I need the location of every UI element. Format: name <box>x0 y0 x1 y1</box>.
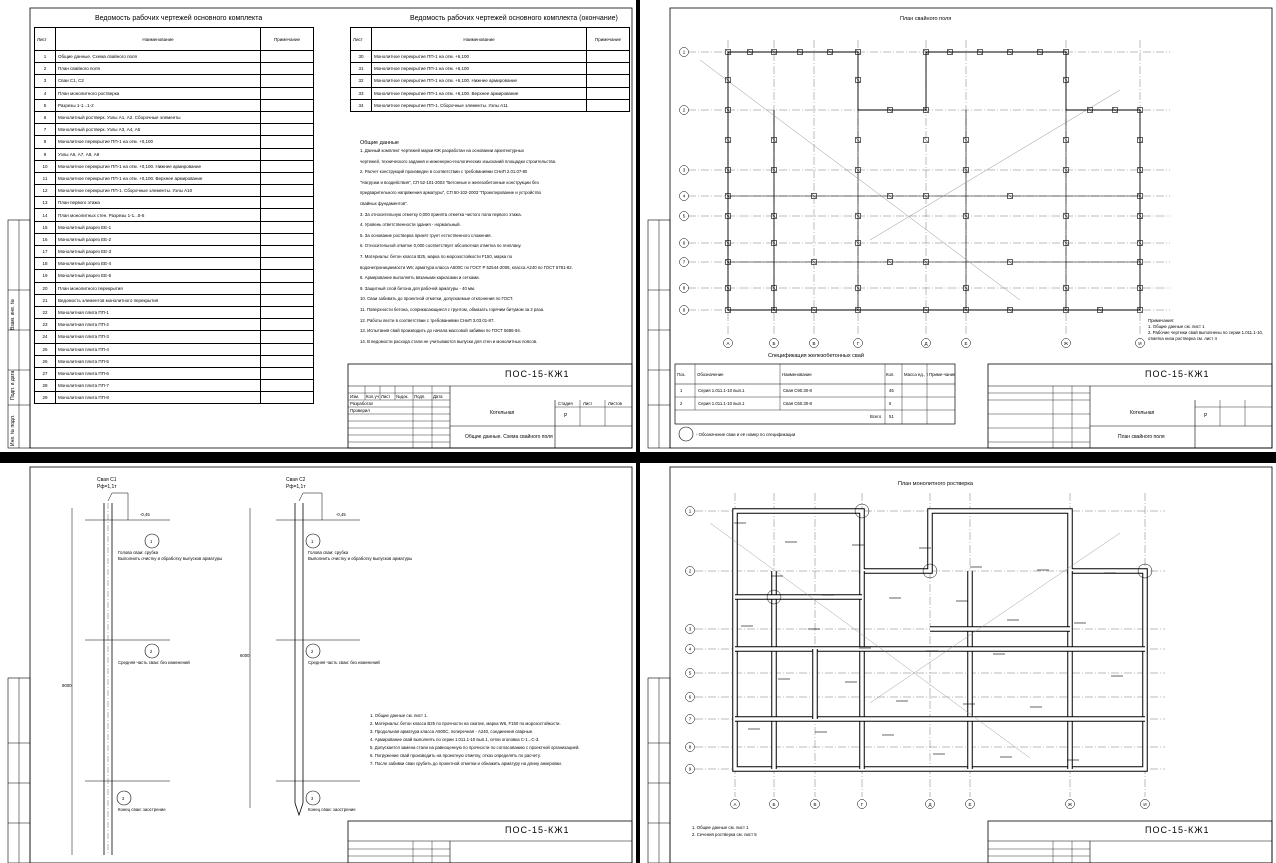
pile2-length-dim: 6000 <box>240 653 250 658</box>
row-note <box>261 136 314 148</box>
row-sheet-number: 13 <box>35 197 56 209</box>
table-row <box>35 136 314 148</box>
stamp-role: Проверил <box>350 408 370 413</box>
axis-label: 9 <box>688 766 692 772</box>
sheet-grillage-plan <box>640 463 1276 863</box>
axis-label: 5 <box>682 213 686 219</box>
stamp-cell: Изм. <box>350 394 360 399</box>
table-row <box>35 319 314 331</box>
axis-label: В <box>812 341 816 346</box>
stamp-cell: Кол.уч <box>366 394 379 399</box>
row-note <box>261 392 314 404</box>
row-note <box>261 124 314 136</box>
note-line: 3. Продольная арматура класса А500С, поперечная - А240, соединения сварные. <box>370 729 534 734</box>
note-line: 9. Защитный слой бетона для рабочей арматуры - 40 мм. <box>360 285 476 291</box>
stamp-cell: Дата <box>433 394 443 399</box>
row-sheet-name: Монолитная плита ПП-1 <box>56 306 261 318</box>
row-note <box>261 172 314 184</box>
row-sheet-name: Сваи С1, С2 <box>56 75 261 87</box>
spec-col-header: Наименование <box>782 372 812 377</box>
row-sheet-number: 26 <box>35 355 56 367</box>
row-note <box>261 306 314 318</box>
row-sheet-name: Монолитное перекрытие ПП-1 на отм. +6,100 <box>372 51 587 63</box>
table-row <box>35 392 314 404</box>
row-sheet-name: План монолитных стен. Разрезы 1-1...5-5 <box>56 209 261 221</box>
row-sheet-name: План монолитного ростверка <box>56 87 261 99</box>
title-block-code: ПОС-15-КЖ1 <box>1145 825 1210 835</box>
row-sheet-number: 31 <box>351 63 372 75</box>
row-note <box>261 63 314 75</box>
row-note <box>261 99 314 111</box>
table-row <box>35 246 314 258</box>
note-line: 4. Армирование свай выполнять по серии 1.011.1-10 вып.1, сетки оголовка С-1...С-3. <box>370 737 540 742</box>
sheet-piles <box>0 463 636 863</box>
note-line: отметка низа ростверка см. лист 4 <box>1148 336 1217 341</box>
note-line: 13. Испытания свай производить до начала массовой забивки по ГОСТ 5686-94. <box>360 328 521 334</box>
axis-label: Г <box>860 802 864 807</box>
col-name-header: Наименование <box>372 28 587 51</box>
axis-label: Е <box>964 341 968 346</box>
row-sheet-number: 18 <box>35 258 56 270</box>
grillage-title: План монолитного ростверка <box>898 481 973 487</box>
row-sheet-number: 12 <box>35 185 56 197</box>
axis-label: Г <box>856 341 860 346</box>
table-row <box>35 343 314 355</box>
note-line: 1. Данный комплект чертежей марки КЖ разработан на основании архитектурных <box>360 148 525 153</box>
row-note <box>261 282 314 294</box>
stage-value: Р <box>564 413 568 419</box>
row-sheet-number: 32 <box>351 75 372 87</box>
row-sheet-number: 14 <box>35 209 56 221</box>
table-row <box>35 160 314 172</box>
row-sheet-name: Монолитная плита ПП-4 <box>56 343 261 355</box>
stamp-cell: Лист <box>381 394 391 399</box>
stamp-role: Разработал <box>350 401 374 406</box>
note-line: предварительного напряжения арматуры", СП 50-102-2003 "Проектирование и устройство <box>360 190 542 196</box>
callout-text: Голова сваи: срубка <box>118 550 159 555</box>
row-note <box>261 160 314 172</box>
title-block-sheet-title: План свайного поля <box>1118 434 1165 440</box>
row-note <box>261 343 314 355</box>
note-line: 5. Допускается замена стали на равноценную по прочности по согласованию с проектной организацией. <box>370 745 580 750</box>
pile-plan-title: План свайного поля <box>900 16 952 22</box>
table-row <box>351 87 630 99</box>
row-sheet-name: Монолитное перекрытие ПП-1 на отм. +0,100. Верхнее армирование <box>56 172 261 184</box>
callout-num: 1 <box>311 539 314 544</box>
row-sheet-number: 30 <box>351 51 372 63</box>
axis-label: 8 <box>682 285 686 291</box>
diagonal-dimension <box>870 533 1120 703</box>
stamp-cell: Подп. <box>414 394 426 399</box>
row-note <box>261 233 314 245</box>
callout-num: 3 <box>311 796 314 801</box>
table-row <box>35 99 314 111</box>
drawing-register-table <box>34 27 314 404</box>
pile1-mark: Рф=1,1т <box>97 484 117 490</box>
table-row <box>35 75 314 87</box>
row-sheet-name: Монолитный разрез ЕЕ-3 <box>56 246 261 258</box>
spec-total: 51 <box>889 414 894 419</box>
note-line: 4. Уровень ответственности здания - нормальный. <box>360 222 461 228</box>
row-sheet-name: Разрезы 1-1...1-2 <box>56 99 261 111</box>
row-note <box>261 331 314 343</box>
row-sheet-name: Монолитная плита ПП-6 <box>56 367 261 379</box>
row-sheet-name: Монолитное перекрытие ПП-1 на отм. +6,100 <box>372 63 587 75</box>
title-block-code: ПОС-15-КЖ1 <box>1145 369 1210 379</box>
axis-label: 6 <box>688 694 692 700</box>
axis-label: Д <box>924 341 928 346</box>
row-note <box>261 380 314 392</box>
row-sheet-number: 11 <box>35 172 56 184</box>
axis-label: 4 <box>688 646 692 652</box>
axis-label: Б <box>772 802 776 807</box>
table-row <box>35 331 314 343</box>
row-sheet-name: Монолитная плита ПП-3 <box>56 331 261 343</box>
table-row <box>35 221 314 233</box>
axis-label: 8 <box>688 744 692 750</box>
table-row <box>35 197 314 209</box>
diagonal-dimension <box>710 523 1030 758</box>
table-row <box>351 63 630 75</box>
row-note <box>587 51 630 63</box>
note-line: 1. Общие данные см. лист 1 <box>1148 324 1205 329</box>
row-sheet-number: 9 <box>35 148 56 160</box>
spec-name: Свая С60.30-8 <box>783 401 812 406</box>
axis-label: Ж <box>1067 802 1073 807</box>
row-sheet-name: Монолитная плита ПП-7 <box>56 380 261 392</box>
diagonal-dimension <box>870 90 1120 240</box>
note-line: 2. Рабочие чертежи свай выполнены по серии 1.011.1-10, <box>1148 330 1264 335</box>
row-sheet-name: Монолитный ростверк. Узлы А3, А4, А5 <box>56 124 261 136</box>
callout-sub: Выполнить очистку и обработку выпусков арматуры <box>118 556 223 561</box>
row-sheet-number: 20 <box>35 282 56 294</box>
axis-label: 7 <box>688 716 692 722</box>
row-sheet-number: 4 <box>35 87 56 99</box>
row-note <box>261 294 314 306</box>
table-row <box>351 51 630 63</box>
col-sheet-header: Лист <box>35 28 56 51</box>
spec-col-header: Кол. <box>886 372 895 377</box>
note-line: 6. Погружение свай производить на проектную отметку, отказ определять по расчету. <box>370 753 541 758</box>
row-sheet-name: План первого этажа <box>56 197 261 209</box>
axis-label: И <box>1138 341 1142 346</box>
row-sheet-name: Монолитный разрез ЕЕ-4 <box>56 258 261 270</box>
spec-col-header: Приме-чание <box>929 372 956 377</box>
callout-num: 1 <box>150 539 153 544</box>
row-sheet-number: 23 <box>35 319 56 331</box>
axis-label: Д <box>928 802 932 807</box>
table-row <box>35 172 314 184</box>
note-line: "Нагрузки и воздействия", СП 52-101-2003 "Бетонные и железобетонные конструкции без <box>360 179 539 185</box>
axis-label: А <box>726 341 730 346</box>
row-sheet-number: 24 <box>35 331 56 343</box>
table-row <box>35 355 314 367</box>
row-sheet-number: 22 <box>35 306 56 318</box>
row-sheet-number: 34 <box>351 99 372 111</box>
note-line: 5. За основание ростверка принят грунт естественного сложения. <box>360 232 492 238</box>
row-sheet-number: 10 <box>35 160 56 172</box>
table-row <box>35 258 314 270</box>
row-sheet-name: Монолитная плита ПП-2 <box>56 319 261 331</box>
sheet-pile-plan <box>640 0 1276 452</box>
callout-num: 3 <box>122 796 125 801</box>
spec-name: Свая С90.30-8 <box>783 388 812 393</box>
note-line: Примечания: <box>1148 318 1175 323</box>
row-sheet-name: План свайного поля <box>56 63 261 75</box>
row-sheet-name: Монолитный разрез ЕЕ-1 <box>56 221 261 233</box>
note-line: 3. За относительную отметку 0,000 принята отметка чистого пола первого этажа. <box>360 211 522 217</box>
title-block-sheet-title: Общие данные. Схема свайного поля <box>465 434 553 440</box>
note-line: 7. После забивки сваи срубить до проектной отметки и обнажить арматуру на длину анкеровки. <box>370 761 562 766</box>
row-sheet-name: Монолитное перекрытие ПП-1. Сборочные элементы. Узлы А10 <box>56 185 261 197</box>
row-note <box>261 197 314 209</box>
callout-num: 2 <box>311 649 314 654</box>
pile-spec-title: Спецификация железобетонных свай <box>768 353 864 359</box>
col-note-header: Примечание <box>587 28 630 51</box>
table-row <box>35 87 314 99</box>
note-line: 2. Расчет конструкций произведен в соответствии с требованиями СНиП 2.01.07-85 <box>360 169 528 175</box>
axis-label: Б <box>772 341 776 346</box>
note-line: 6. Относительной отметке 0,000 соответствует абсолютная отметка по генплану. <box>360 243 522 249</box>
title-block-object: Котельная <box>490 410 515 416</box>
row-sheet-number: 15 <box>35 221 56 233</box>
register-title-cont: Ведомость рабочих чертежей основного комплекта (окончание) <box>410 15 618 22</box>
foundation-outline <box>728 52 1140 310</box>
stamp-cell: №док. <box>396 394 409 399</box>
sheet-label: Лист <box>583 401 593 406</box>
axis-label: Е <box>968 802 972 807</box>
notes-title: Общие данные <box>360 140 399 146</box>
row-note <box>261 270 314 282</box>
pile1-length-dim: 9000 <box>62 683 72 688</box>
axis-label: 1 <box>688 508 692 514</box>
table-row <box>35 111 314 123</box>
pile-plan-drawing <box>640 0 1276 452</box>
row-sheet-name: Ведомость элементов монолитного перекрытия <box>56 294 261 306</box>
grillage-plan-drawing <box>640 463 1276 863</box>
axis-label: А <box>733 802 737 807</box>
note-line: 2. Материалы: бетон класса В25 по прочности на сжатие, марка W6, F150 по морозостойкости. <box>370 721 561 726</box>
spec-col-header: Обозначение <box>697 372 724 377</box>
pile2-mark: Рф=1,1т <box>286 484 306 490</box>
title-block-object: Котельная <box>1130 410 1155 416</box>
row-sheet-name: Монолитное перекрытие ПП-1. Сборочные элементы. Узлы А11 <box>372 99 587 111</box>
grillage-note: 2. Сечения ростверка см. лист 5 <box>692 832 757 837</box>
row-sheet-name: Монолитное перекрытие ПП-1 на отм. +0,100. Нижнее армирование <box>56 160 261 172</box>
row-sheet-number: 27 <box>35 367 56 379</box>
callout-text: Средняя часть сваи: без изменений <box>118 660 190 665</box>
table-row <box>35 148 314 160</box>
spec-code: Серия 1.011.1-10 вып.1 <box>698 388 745 393</box>
pile1-level: -0,45 <box>140 512 150 517</box>
callout-num: 2 <box>150 649 153 654</box>
table-row <box>351 99 630 111</box>
axis-label: 7 <box>682 259 686 265</box>
row-note <box>261 258 314 270</box>
row-sheet-name: Монолитное перекрытие ПП-1 на отм. +0,100 <box>56 136 261 148</box>
row-sheet-name: Монолитное перекрытие ПП-1 на отм. +6,100. Верхнее армирование <box>372 87 587 99</box>
row-sheet-number: 29 <box>35 392 56 404</box>
axis-label: 5 <box>688 670 692 676</box>
note-line: 11. Поверхности бетона, соприкасающиеся с грунтом, обмазать горячим битумом за 2 раза. <box>360 307 545 312</box>
axis-label: 6 <box>682 240 686 246</box>
drawing-register-cont-table <box>350 27 630 112</box>
row-note <box>261 111 314 123</box>
row-sheet-name: План монолитного перекрытия <box>56 282 261 294</box>
row-sheet-number: 6 <box>35 111 56 123</box>
row-sheet-number: 25 <box>35 343 56 355</box>
side-stamp-text: Взам. инв. № <box>10 299 16 330</box>
sheet-general-data <box>0 0 636 452</box>
row-sheet-number: 17 <box>35 246 56 258</box>
note-line: свайных фундаментов". <box>360 201 408 206</box>
row-sheet-number: 1 <box>35 51 56 63</box>
row-note <box>261 221 314 233</box>
note-line: 14. В ведомости расхода стали не учитываются выпуски для стен и монолитных поясов. <box>360 338 538 344</box>
axis-label: 3 <box>688 626 692 632</box>
sheets-label: Листов <box>608 401 622 406</box>
row-sheet-number: 16 <box>35 233 56 245</box>
spec-qty: 6 <box>889 401 892 406</box>
row-sheet-name: Общие данные. Схема свайного поля <box>56 51 261 63</box>
spec-pos: 2 <box>680 401 683 406</box>
register-title: Ведомость рабочих чертежей основного комплекта <box>95 15 263 22</box>
row-sheet-number: 8 <box>35 136 56 148</box>
row-sheet-number: 7 <box>35 124 56 136</box>
table-row <box>35 51 314 63</box>
row-note <box>587 87 630 99</box>
table-row <box>35 233 314 245</box>
table-row <box>35 185 314 197</box>
axis-label: Ж <box>1063 341 1069 346</box>
row-note <box>261 355 314 367</box>
row-note <box>261 87 314 99</box>
row-note <box>587 63 630 75</box>
table-row <box>35 63 314 75</box>
table-row <box>35 124 314 136</box>
spec-pos: 1 <box>680 388 683 393</box>
row-note <box>587 99 630 111</box>
pile1-label: Свая С1 <box>97 477 117 483</box>
table-row <box>35 282 314 294</box>
note-line: 12. Работы вести в соответствии с требованиями СНиП 3.03.01-87. <box>360 317 495 323</box>
row-sheet-number: 2 <box>35 63 56 75</box>
row-sheet-name: Монолитное перекрытие ПП-1 на отм. +6,100. Нижнее армирование <box>372 75 587 87</box>
table-row <box>35 306 314 318</box>
note-line: водонепроницаемости W6; арматура класса А500С по ГОСТ Р 52544-2006, класса А240 по ГОСТ 5781-82. <box>360 264 573 270</box>
axis-label: 2 <box>688 568 692 574</box>
grillage-beam <box>735 511 1145 769</box>
row-note <box>261 51 314 63</box>
callout-text: Конец сваи: заострение <box>308 807 356 812</box>
axis-label: 3 <box>682 167 686 173</box>
pile2-label: Свая С2 <box>286 477 306 483</box>
table-row <box>35 270 314 282</box>
col-name-header: Наименование <box>56 28 261 51</box>
side-stamp-text: Инв. № подл. <box>10 414 16 446</box>
row-sheet-number: 5 <box>35 99 56 111</box>
table-row <box>35 294 314 306</box>
spec-col-header: Поз. <box>677 372 686 377</box>
axis-label: 1 <box>682 49 686 55</box>
stage-value: Р <box>1204 413 1208 419</box>
pile2-level: -0,45 <box>336 512 346 517</box>
row-note <box>261 185 314 197</box>
col-sheet-header: Лист <box>351 28 372 51</box>
row-sheet-number: 21 <box>35 294 56 306</box>
row-sheet-name: Монолитный ростверк. Узлы А1, А2. Сборочные элементы <box>56 111 261 123</box>
axis-label: 4 <box>682 193 686 199</box>
row-sheet-number: 19 <box>35 270 56 282</box>
table-row <box>351 75 630 87</box>
grillage-note: 1. Общие данные см. лист 1 <box>692 825 749 830</box>
col-note-header: Примечание <box>261 28 314 51</box>
row-sheet-number: 3 <box>35 75 56 87</box>
row-sheet-name: Монолитный разрез ЕЕ-2 <box>56 233 261 245</box>
spec-code: Серия 1.011.1-10 вып.1 <box>698 401 745 406</box>
spec-total-label: Всего <box>870 414 882 419</box>
callout-text: Средняя часть сваи: без изменений <box>308 660 380 665</box>
row-sheet-number: 28 <box>35 380 56 392</box>
grillage-beam-inner <box>735 511 1145 769</box>
row-note <box>261 246 314 258</box>
callout-sub: Выполнить очистку и обработку выпусков арматуры <box>308 556 413 561</box>
axis-label: И <box>1143 802 1147 807</box>
pile-legend: - Обозначение сваи и её номер по спецификации <box>696 432 796 437</box>
row-note <box>261 209 314 221</box>
side-stamp-text: Подп. и дата <box>10 370 16 400</box>
row-note <box>261 148 314 160</box>
row-sheet-name: Монолитная плита ПП-5 <box>56 355 261 367</box>
row-note <box>261 367 314 379</box>
axis-label: В <box>813 802 817 807</box>
row-note <box>261 75 314 87</box>
note-line: чертежей, технического задания и инженерно-геологических изысканий площадки строительства. <box>360 158 557 164</box>
row-sheet-name: Узлы А6, А7, А8, А9 <box>56 148 261 160</box>
note-line: 1. Общие данные см. лист 1. <box>370 713 428 718</box>
row-sheet-name: Монолитный разрез ЕЕ-5 <box>56 270 261 282</box>
callout-text: Голова сваи: срубка <box>308 550 349 555</box>
axis-label: 9 <box>682 307 686 313</box>
diagonal-dimension <box>700 60 1020 300</box>
spec-col-header: Масса ед., т <box>904 372 929 377</box>
table-row <box>35 380 314 392</box>
note-line: 8. Армирование выполнять вязаными каркасами и сетками. <box>360 275 480 281</box>
row-sheet-name: Монолитная плита ПП-8 <box>56 392 261 404</box>
title-block-code: ПОС-15-КЖ1 <box>505 825 570 835</box>
note-line: 7. Материалы: бетон класса В25, марка по морозостойкости F150, марка по <box>360 254 513 259</box>
table-row <box>35 209 314 221</box>
row-sheet-number: 33 <box>351 87 372 99</box>
table-row <box>35 367 314 379</box>
axis-label: 2 <box>682 107 686 113</box>
row-note <box>261 319 314 331</box>
row-note <box>587 75 630 87</box>
callout-text: Конец сваи: заострение <box>118 807 166 812</box>
stage-label: Стадия <box>558 401 573 406</box>
title-block-code: ПОС-15-КЖ1 <box>505 369 570 379</box>
note-line: 10. Сваи забивать до проектной отметки, допускаемые отклонения по ГОСТ. <box>360 296 514 302</box>
spec-qty: 45 <box>889 388 894 393</box>
